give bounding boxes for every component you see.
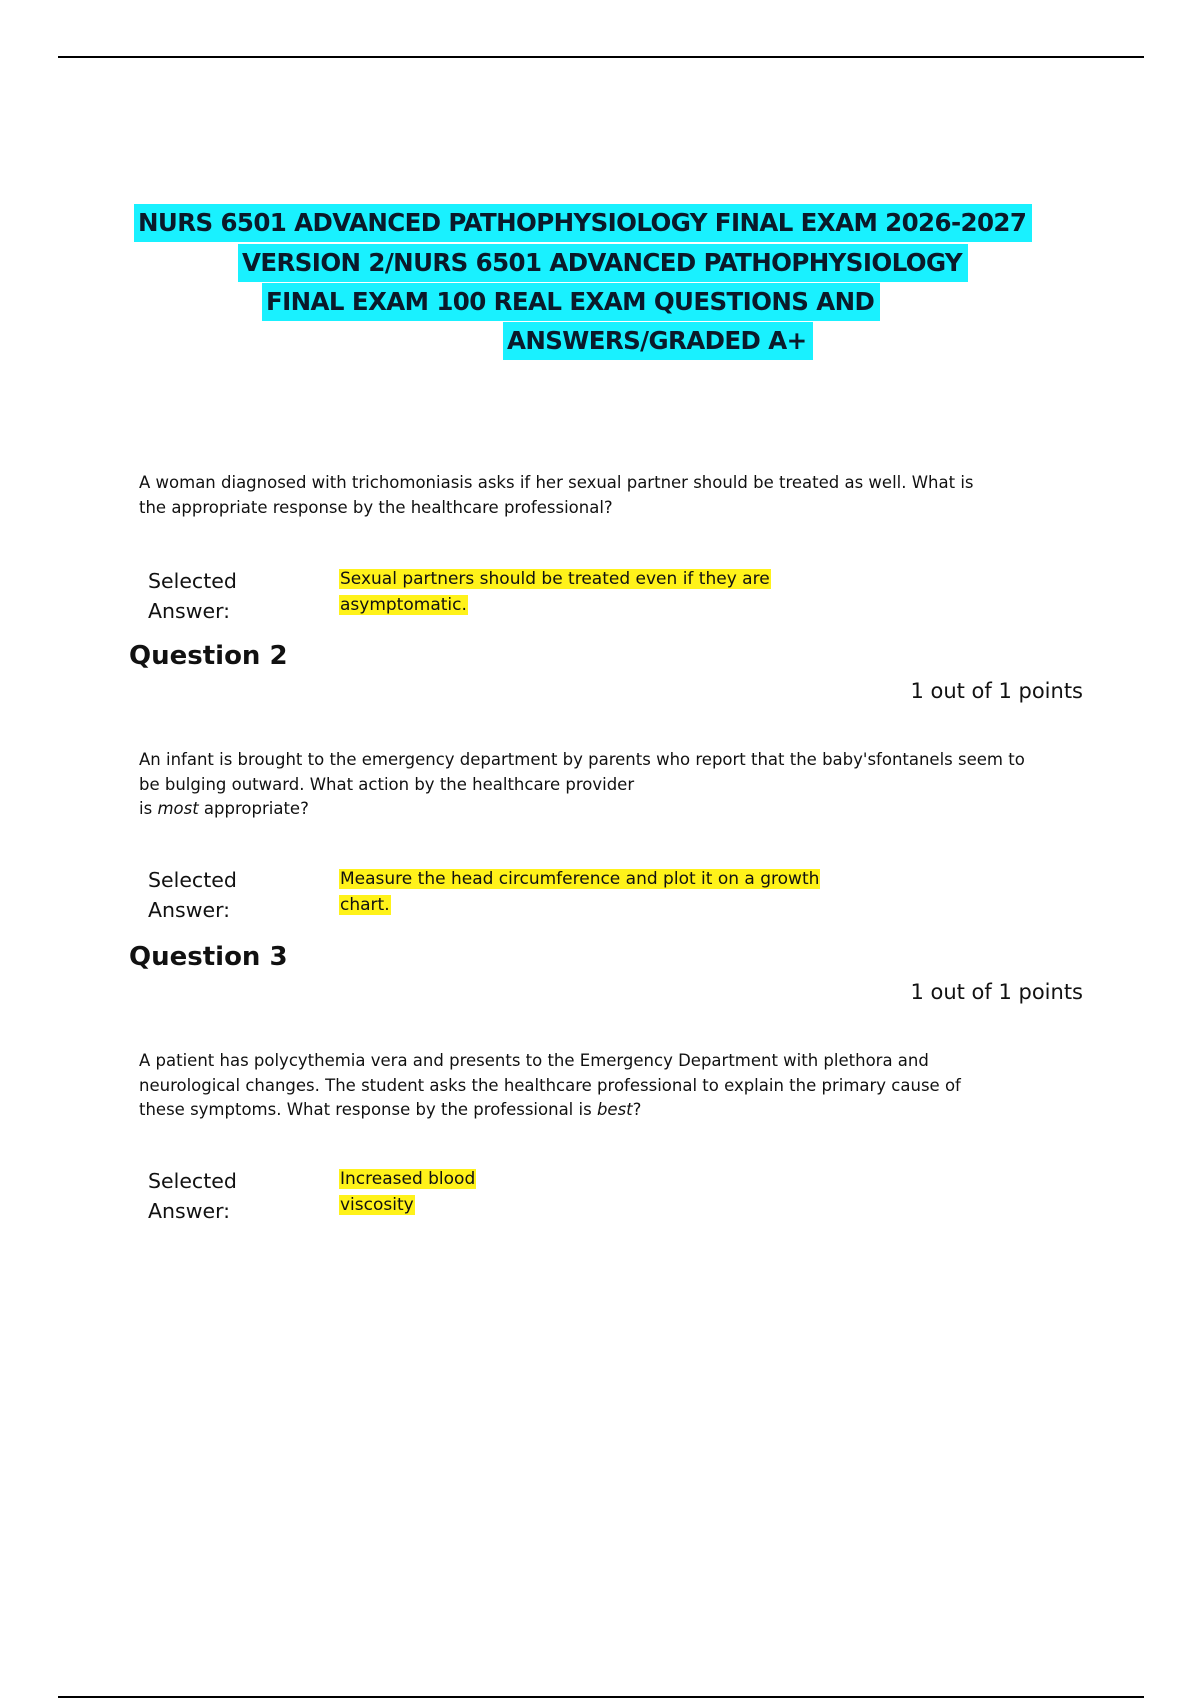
question-2-text-line xyxy=(139,797,1119,822)
question-3-text xyxy=(139,1049,1119,1123)
text-fragment: appropriate? xyxy=(198,799,309,818)
question-1-text xyxy=(139,471,1119,520)
emphasized-word: most xyxy=(157,799,199,818)
emphasized-word: best xyxy=(596,1100,633,1119)
question-3-text-line: A patient has polycythemia vera and presents to the Emergency Department with plethora and xyxy=(139,1051,929,1070)
question-3-points: 1 out of 1 points xyxy=(910,980,1083,1004)
question-2-text xyxy=(139,748,1119,822)
question-2-text-line: be bulging outward. What action by the healthcare provider xyxy=(139,774,635,794)
title-line-1: NURS 6501 ADVANCED PATHOPHYSIOLOGY FINAL EXAM 2026-2027 xyxy=(134,204,1032,242)
question-3-text-line xyxy=(139,1098,1119,1123)
question-2-text-line: An infant is brought to the emergency department by parents who report that the baby'sfontanels seem to xyxy=(139,750,1025,769)
answer-line: Increased blood xyxy=(340,1169,476,1189)
question-3-selected-answer-label xyxy=(148,1166,268,1226)
title-line-3: FINAL EXAM 100 REAL EXAM QUESTIONS AND xyxy=(262,283,880,321)
text-fragment: ? xyxy=(632,1100,642,1119)
answer-line: Measure the head circumference and plot it on a growth xyxy=(340,869,820,889)
question-1-selected-answer xyxy=(339,566,771,618)
selected-label-line: Answer: xyxy=(148,599,231,623)
question-2-points: 1 out of 1 points xyxy=(910,679,1083,703)
question-1-selected-answer-label xyxy=(148,566,268,626)
answer-line: viscosity xyxy=(340,1195,414,1215)
question-3-text-line: neurological changes. The student asks the healthcare professional to explain the primary cause of xyxy=(139,1075,961,1095)
selected-label-line: Selected xyxy=(148,569,237,593)
question-1-text-line: A woman diagnosed with trichomoniasis asks if her sexual partner should be treated as well. What is xyxy=(139,473,974,492)
selected-label-line: Selected xyxy=(148,868,237,892)
selected-label-line: Selected xyxy=(148,1169,237,1193)
selected-label-line: Answer: xyxy=(148,898,231,922)
title-line-4: ANSWERS/GRADED A+ xyxy=(503,322,813,360)
answer-line: chart. xyxy=(340,895,390,915)
answer-line: Sexual partners should be treated even if they are xyxy=(340,569,770,589)
text-fragment: these symptoms. What response by the professional is xyxy=(139,1100,597,1119)
question-3-heading: Question 3 xyxy=(129,942,288,972)
selected-label-line: Answer: xyxy=(148,1199,231,1223)
question-2-selected-answer-label xyxy=(148,865,268,925)
question-3-selected-answer xyxy=(339,1166,476,1218)
text-fragment: is xyxy=(139,799,158,818)
bottom-rule xyxy=(58,1696,1144,1698)
question-1-text-line: the appropriate response by the healthcare professional? xyxy=(139,497,613,517)
question-2-selected-answer xyxy=(339,866,820,918)
answer-line: asymptomatic. xyxy=(340,595,467,615)
question-2-heading: Question 2 xyxy=(129,641,288,671)
top-rule xyxy=(58,56,1144,58)
title-line-2: VERSION 2/NURS 6501 ADVANCED PATHOPHYSIOLOGY xyxy=(238,244,968,282)
